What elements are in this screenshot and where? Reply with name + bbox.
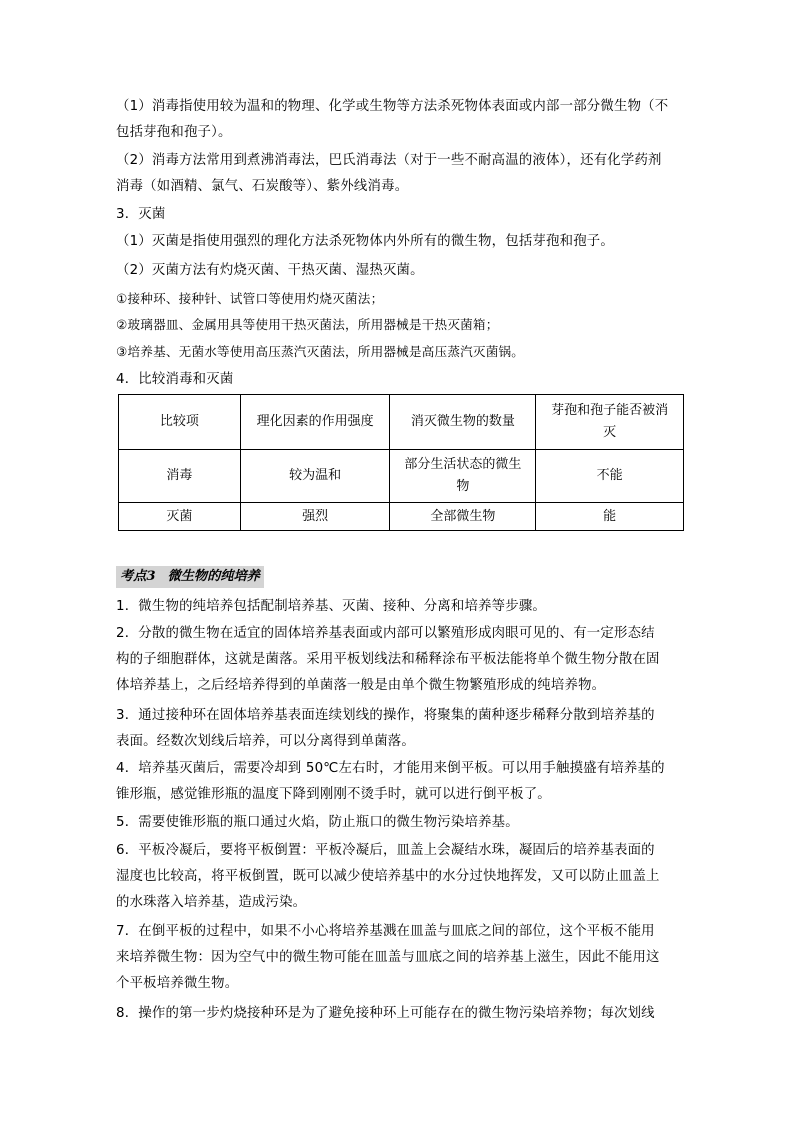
table-cell: 消毒 bbox=[119, 450, 241, 503]
text-line: 构的子细胞群体，这就是菌落。采用平板划线法和稀释涂布平板法能将单个微生物分散在固 bbox=[116, 652, 660, 667]
sterilize-point-2: （2）灭菌方法有灼烧灭菌、干热灭菌、湿热灭菌。 bbox=[116, 263, 424, 278]
culture-item-3 bbox=[116, 703, 680, 755]
sterilize-method-2: ②玻璃器皿、金属用具等使用干热灭菌法，所用器械是干热灭菌箱； bbox=[116, 317, 499, 332]
culture-item-4 bbox=[116, 756, 680, 808]
culture-item-8 bbox=[116, 1001, 680, 1027]
text-line: 7．在倒平板的过程中，如果不小心将培养基溅在皿盖与皿底之间的部位，这个平板不能用 bbox=[116, 924, 655, 939]
table-cell: 强烈 bbox=[240, 503, 390, 531]
text-line: 消毒（如酒精、氯气、石炭酸等）、紫外线消毒。 bbox=[116, 179, 409, 194]
table-cell: 灭菌 bbox=[119, 503, 241, 531]
sterilize-method-1: ①接种环、接种针、试管口等使用灼烧灭菌法； bbox=[116, 291, 384, 306]
table-cell: 部分生活状态的微生物 bbox=[390, 450, 536, 503]
text-line: 表面。经数次划线后培养，可以分离得到单菌落。 bbox=[116, 734, 415, 749]
text-line: 包括芽孢和孢子）。 bbox=[116, 125, 232, 140]
table-cell: 较为温和 bbox=[240, 450, 390, 503]
text-line: 1．微生物的纯培养包括配制培养基、灭菌、接种、分离和培养等步骤。 bbox=[116, 599, 547, 614]
text-line: 的水珠落入培养基，造成污染。 bbox=[116, 895, 307, 910]
text-line: 4．培养基灭菌后，需要冷却到 50℃左右时，才能用来倒平板。可以用手触摸盛有培养基的 bbox=[116, 761, 665, 776]
text-line: （1）消毒指使用较为温和的物理、化学或生物等方法杀死物体表面或内部一部分微生物（不 bbox=[116, 99, 669, 114]
text-line: 2．分散的微生物在适宜的固体培养基表面或内部可以繁殖形成肉眼可见的、有一定形态结 bbox=[116, 626, 655, 641]
table-header-cell: 消灭微生物的数量 bbox=[390, 395, 536, 450]
sterilize-heading: 3．灭菌 bbox=[116, 207, 166, 222]
section-tag: 考点3 bbox=[120, 569, 156, 584]
table-header-row bbox=[119, 395, 684, 450]
table-cell: 不能 bbox=[536, 450, 684, 503]
table-cell: 全部微生物 bbox=[390, 503, 536, 531]
text-line: 锥形瓶，感觉锥形瓶的温度下降到刚刚不烫手时，就可以进行倒平板了。 bbox=[116, 787, 551, 802]
table-header-cell: 比较项 bbox=[119, 395, 241, 450]
culture-item-6 bbox=[116, 838, 680, 916]
table-header-cell: 芽孢和孢子能否被消灭 bbox=[536, 395, 684, 450]
disinfect-point-2 bbox=[116, 148, 680, 200]
section-heading bbox=[116, 566, 264, 588]
table-row bbox=[119, 450, 684, 503]
culture-item-2 bbox=[116, 621, 680, 699]
table-row bbox=[119, 503, 684, 531]
text-line: 来培养微生物：因为空气中的微生物可能在皿盖与皿底之间的培养基上滋生，因此不能用这 bbox=[116, 950, 660, 965]
culture-item-7 bbox=[116, 919, 680, 997]
compare-table bbox=[118, 394, 684, 531]
text-line: 湿度也比较高，将平板倒置，既可以减少使培养基中的水分过快地挥发，又可以防止皿盖上 bbox=[116, 869, 660, 884]
sterilize-method-3: ③培养基、无菌水等使用高压蒸汽灭菌法，所用器械是高压蒸汽灭菌锅。 bbox=[116, 344, 525, 359]
compare-heading: 4．比较消毒和灭菌 bbox=[116, 372, 234, 387]
text-line: 8．操作的第一步灼烧接种环是为了避免接种环上可能存在的微生物污染培养物；每次划线 bbox=[116, 1006, 655, 1021]
text-line: 6．平板冷凝后，要将平板倒置：平板冷凝后，皿盖上会凝结水珠，凝固后的培养基表面的 bbox=[116, 843, 655, 858]
disinfect-point-1 bbox=[116, 94, 680, 146]
culture-item-1 bbox=[116, 594, 680, 620]
section-title: 微生物的纯培养 bbox=[167, 569, 260, 584]
text-line: 5．需要使锥形瓶的瓶口通过火焰，防止瓶口的微生物污染培养基。 bbox=[116, 815, 519, 830]
sterilize-point-1: （1）灭菌是指使用强烈的理化方法杀死物体内外所有的微生物，包括芽孢和孢子。 bbox=[116, 234, 614, 249]
table-cell: 能 bbox=[536, 503, 684, 531]
text-line: （2）消毒方法常用到煮沸消毒法，巴氏消毒法（对于一些不耐高温的液体），还有化学药剂 bbox=[116, 153, 662, 168]
text-line: 体培养基上，之后经培养得到的单菌落一般是由单个微生物繁殖形成的纯培养物。 bbox=[116, 678, 606, 693]
text-line: 个平板培养微生物。 bbox=[116, 976, 239, 991]
table-header-cell: 理化因素的作用强度 bbox=[240, 395, 390, 450]
text-line: 3．通过接种环在固体培养基表面连续划线的操作，将聚集的菌种逐步稀释分散到培养基的 bbox=[116, 708, 655, 723]
culture-item-5 bbox=[116, 810, 680, 836]
